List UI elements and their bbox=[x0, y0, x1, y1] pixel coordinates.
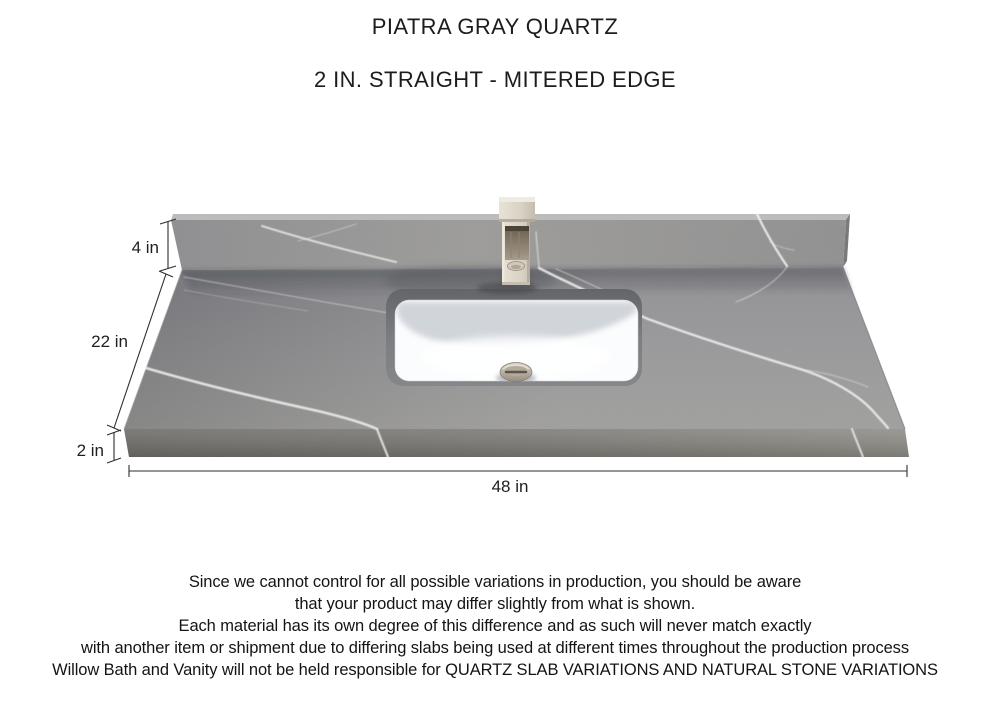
faucet-base bbox=[502, 282, 530, 285]
disclaimer-line: Willow Bath and Vanity will not be held responsible for QUARTZ SLAB VARIATIONS AND NATURAL STONE VARIATIONS bbox=[52, 661, 938, 679]
dimension-edge-thickness bbox=[107, 430, 121, 463]
disclaimer-line: Since we cannot control for all possible variations in production, you should be aware bbox=[188, 573, 802, 591]
faucet-cap-underside bbox=[499, 219, 535, 222]
label-depth: 22 in bbox=[91, 332, 128, 351]
label-edge-thickness: 2 in bbox=[76, 441, 104, 460]
faucet-cap-top-highlight bbox=[499, 197, 535, 202]
disclaimer-line: that your product may differ slightly from what is shown. bbox=[294, 595, 696, 613]
disclaimer-block bbox=[0, 571, 990, 681]
disclaimer-line: with another item or shipment due to differing slabs being used at different times throughout the production process bbox=[81, 639, 909, 657]
undermount-sink bbox=[386, 289, 642, 386]
faucet-spout-recess bbox=[505, 226, 529, 260]
faucet-body-highlight bbox=[502, 222, 505, 284]
dimension-width bbox=[129, 465, 907, 477]
label-width: 48 in bbox=[491, 477, 529, 496]
page-title: PIATRA GRAY QUARTZ bbox=[371, 14, 619, 39]
disclaimer-line: Each material has its own degree of this difference and as such will never match exactly bbox=[178, 617, 812, 635]
faucet-spout-lip bbox=[505, 226, 529, 231]
page-subtitle: 2 IN. STRAIGHT - MITERED EDGE bbox=[313, 67, 676, 92]
label-backsplash-height: 4 in bbox=[131, 238, 159, 257]
faucet-button-inner bbox=[511, 265, 521, 270]
